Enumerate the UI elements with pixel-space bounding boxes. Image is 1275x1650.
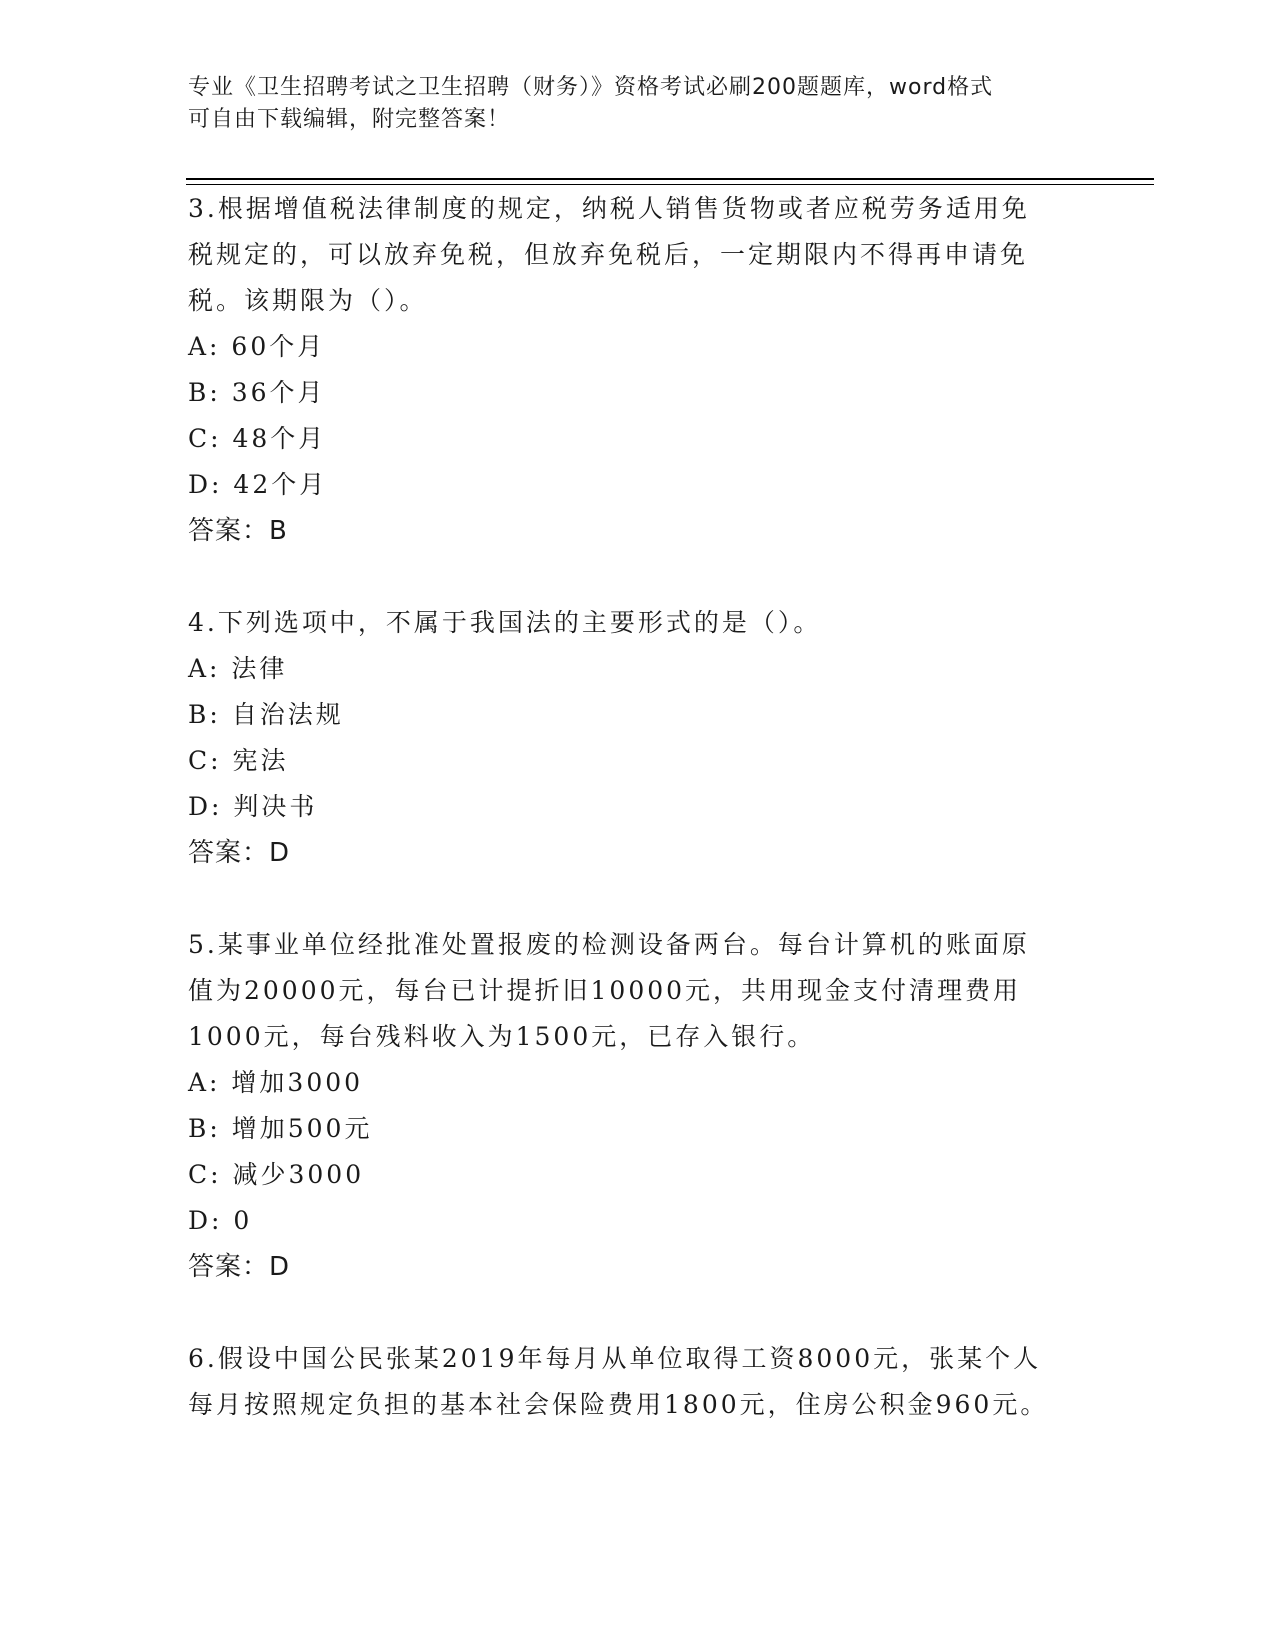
option-d: D: 42个月 [188, 470, 328, 499]
question-5 [188, 922, 1088, 1290]
question-text [188, 186, 1088, 324]
option-c: C: 宪法 [188, 746, 289, 775]
question-text-line: 税规定的，可以放弃免税，但放弃免税后，一定期限内不得再申请免 [188, 240, 1029, 269]
question-text [188, 600, 1088, 646]
option-a: A: 法律 [188, 654, 288, 683]
question-text-line: 6.假设中国公民张某2019年每月从单位取得工资8000元，张某个人 [188, 1344, 1042, 1373]
question-text-line: 4.下列选项中，不属于我国法的主要形式的是（）。 [188, 608, 822, 637]
question-spacer [188, 554, 1088, 600]
answer-label: 答案：D [188, 838, 291, 868]
option-a: A: 增加3000 [188, 1068, 364, 1097]
question-text-line: 税。该期限为（）。 [188, 286, 428, 315]
header-divider-thin [186, 184, 1154, 185]
option-b: B: 增加500元 [188, 1114, 373, 1143]
option-d: D: 判决书 [188, 792, 318, 821]
question-spacer [188, 1290, 1088, 1336]
option-c: C: 48个月 [188, 424, 327, 453]
question-text [188, 922, 1088, 1060]
question-list [188, 186, 1088, 1428]
header-line-2: 可自由下载编辑，附完整答案！ [188, 107, 511, 132]
question-text-line: 5.某事业单位经批准处置报废的检测设备两台。每台计算机的账面原 [188, 930, 1030, 959]
question-text [188, 1336, 1088, 1428]
question-text-line: 值为20000元，每台已计提折旧10000元，共用现金支付清理费用 [188, 976, 1022, 1005]
question-4 [188, 600, 1088, 876]
header-line-1: 专业《卫生招聘考试之卫生招聘（财务）》资格考试必刷200题题库，word格式 [188, 75, 994, 100]
question-6 [188, 1336, 1088, 1428]
header-divider-thick [186, 178, 1154, 180]
option-a: A: 60个月 [188, 332, 326, 361]
document-header [188, 72, 1068, 136]
answer-label: 答案：D [188, 1252, 291, 1282]
question-3 [188, 186, 1088, 554]
question-text-line: 1000元，每台残料收入为1500元，已存入银行。 [188, 1022, 816, 1051]
option-c: C: 减少3000 [188, 1160, 365, 1189]
question-text-line: 3.根据增值税法律制度的规定，纳税人销售货物或者应税劳务适用免 [188, 194, 1030, 223]
question-text-line: 每月按照规定负担的基本社会保险费用1800元，住房公积金960元。 [188, 1390, 1049, 1419]
option-b: B: 自治法规 [188, 700, 344, 729]
answer-label: 答案：B [188, 516, 288, 546]
question-spacer [188, 876, 1088, 922]
option-b: B: 36个月 [188, 378, 326, 407]
option-d: D: 0 [188, 1206, 253, 1235]
